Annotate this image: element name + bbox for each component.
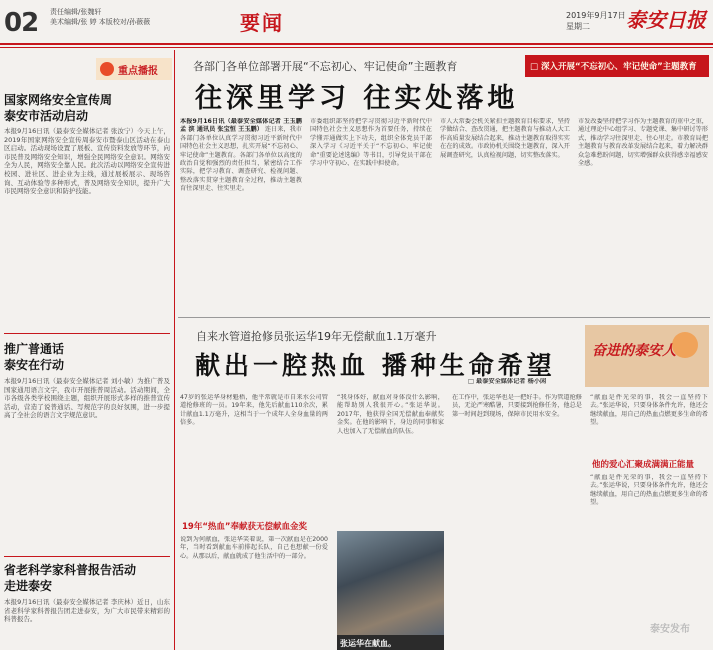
story2-col4b: “献血是件光荣的事，我会一直坚持下去。”张运华说，只要身体条件允许，他还会继续献血，用自己的热血点燃更多生命的希望。 [590,474,708,507]
brief-divider [4,556,170,557]
story1-col4: 市发改委坚持把学习作为主题教育的重中之重，通过理论中心组学习、专题党课、集中研讨等形式，推动学习往深里走、往心里走。市教育局把主题教育与教育改革发展结合起来，着力解决群众急难愁盼问题，切实增强群众获得感幸福感安全感。 [578,118,708,168]
flag-circle-icon [100,62,114,76]
story2-col1: 47岁的张运华身材魁梧，他平常就是市自来水公司管道抢修班的一员。19年来，他先后献血110余次，累计献血1.1万毫升，这相当于一个成年人全身血量的两倍多。 [180,394,328,427]
editor-line-2: 美术编辑/张 婷 本版校对/孙薇薇 [50,18,151,26]
editor-credits [50,7,150,27]
brief-headline-3[interactable]: 省老科学家科普报告活动 [4,563,137,577]
paper-logo: 泰安日报 [626,8,706,32]
brief-headline-1b[interactable]: 泰安市活动启动 [4,109,89,123]
topic-badge-label: □ 深入开展“不忘初心、牢记使命”主题教育 [530,62,697,72]
brief-headline-2b[interactable]: 泰安在行动 [4,358,65,372]
story2-kicker: 自来水管道抢修员张运华19年无偿献血1.1万毫升 [196,330,437,343]
story1-col2: 市委组织部坚持把学习贯彻习近平新时代中国特色社会主义思想作为首要任务，持续在学懂弄通做实上下功夫，组织全体党员干部深入学习《习近平关于“不忘初心、牢记使命”重要论述选编》等书目，引导党员干部在学习中守初心、在实践中担使命。 [310,118,432,168]
story2-col3: 在工作中，张运华也是一把好手。作为管道抢修员，无论严寒酷暑，只要接到抢修任务，他总是第一时间赶到现场，保障市民用水安全。 [452,394,582,418]
issue-date [566,10,626,32]
column-banner-label: 奋进的泰安人 [592,343,676,359]
brief-headline-3b[interactable]: 走进泰安 [4,579,53,593]
brief-headline-2[interactable]: 推广普通话 [4,342,65,356]
story1-col1-text: 连日来，我市各部门各单位认真学习贯彻习近平新时代中国特色社会主义思想，扎实开展“不忘初心、牢记使命”主题教育。各部门各单位以高度的政治自觉和强烈的责任担当，紧密结合工作实际，把学习教育、调查研究、检视问题、整改落实贯穿主题教育全过程，推动主题教育往深里走、往实里走。 [180,126,302,193]
masthead-rule [0,43,713,45]
watermark: 泰安发布 [650,624,690,635]
story2-subhead-1: 19年“热血”奉献获无偿献血金奖 [182,522,308,532]
editor-line: 责任编辑/张魏轩 [50,8,102,16]
news-photo [337,531,444,635]
story2-subhead-2: 他的爱心汇聚成满满正能量 [592,460,695,470]
story2-col4: “献血是件光荣的事，我会一直坚持下去。”张运华说，只要身体条件允许，他还会继续献血，用自己的热血点燃更多生命的希望。 [590,394,708,427]
story1-headline[interactable]: 往深里学习 往实处落地 [195,83,519,114]
weekday-text: 星期二 [566,22,590,31]
story1-byline: 本报9月16日讯（最泰安全媒体记者 王玉鹏 孟 滨 通讯员 张宝恒 王玉鹏） [180,118,302,134]
story1-col3: 市人大常委会机关紧扣主题教育目标要求，坚持学做结合、查改贯通，把主题教育与推动人大工作高质量发展结合起来，推动主题教育取得实实在在的成效。市政协机关围绕主题教育，深入开展调查研究，认真检视问题，切实整改落实。 [440,118,570,159]
photo-caption: 张运华在献血。 [340,639,396,648]
story-divider [178,317,710,318]
story1-col1 [180,118,302,314]
brief-text-3: 本报9月16日讯（最泰安全媒体记者 李庆林）近日，山东省老科学家科普报告团走进泰安，为广大市民带来精彩的科普报告。 [4,598,170,624]
brief-text-1: 本报9月16日讯（最泰安全媒体记者 张汝宁）今天上午，2019年国家网络安全宣传周泰安市暨泰山区活动在泰山区启动。活动现场设置了展板、宣传资料发放等环节，向市民普及网络安全知识，增强全民网络安全意识。网络安全为人民，网络安全靠人民。此次活动以网络安全宣传进校园、进社区、进企业为主线，通过展板展示、现场咨询、互动体验等多种形式，普及网络安全知识，提升广大市民网络安全意识和防护技能。 [4,127,170,196]
story2-col2: “我身体好，献血对身体没什么影响，能帮助别人我很开心。”张运华说。2017年，他获得全国无偿献血奉献奖金奖。在他的影响下，身边的同事和家人也加入了无偿献血的队伍。 [337,394,444,435]
story2-col1b: 说到为何献血，张运华笑着说，第一次献血是在2000年，当时看到献血车前排起长队，自己也想献一份爱心。从那以后，献血就成了他生活中的一部分。 [180,536,328,560]
page-number: 02 [4,8,39,38]
story2-byline: □ 最泰安全媒体记者 杨小闲 [468,378,547,385]
masthead-rule-thin [0,47,713,48]
column-divider [174,50,175,650]
date-text: 2019年9月17日 [566,11,626,20]
flag-label: 重点播报 [118,66,158,77]
section-title: 要闻 [240,11,284,35]
brief-headline-1[interactable]: 国家网络安全宣传周 [4,93,113,107]
brief-text-2: 本报9月16日讯（最泰安全媒体记者 刘小敏）为推广普及国家通用语言文字，我市开展推普周活动。活动期间，全市各级各类学校围绕主题，组织开展形式多样的推普宣传活动，营造了说普通话、写规范字的良好氛围，进一步提高了全社会的语言文字规范意识。 [4,377,170,420]
brief-divider [4,333,170,334]
story2-headline[interactable]: 献出一腔热血 播种生命希望 [195,351,556,380]
story1-kicker: 各部门各单位部署开展“不忘初心、牢记使命”主题教育 [193,60,458,73]
